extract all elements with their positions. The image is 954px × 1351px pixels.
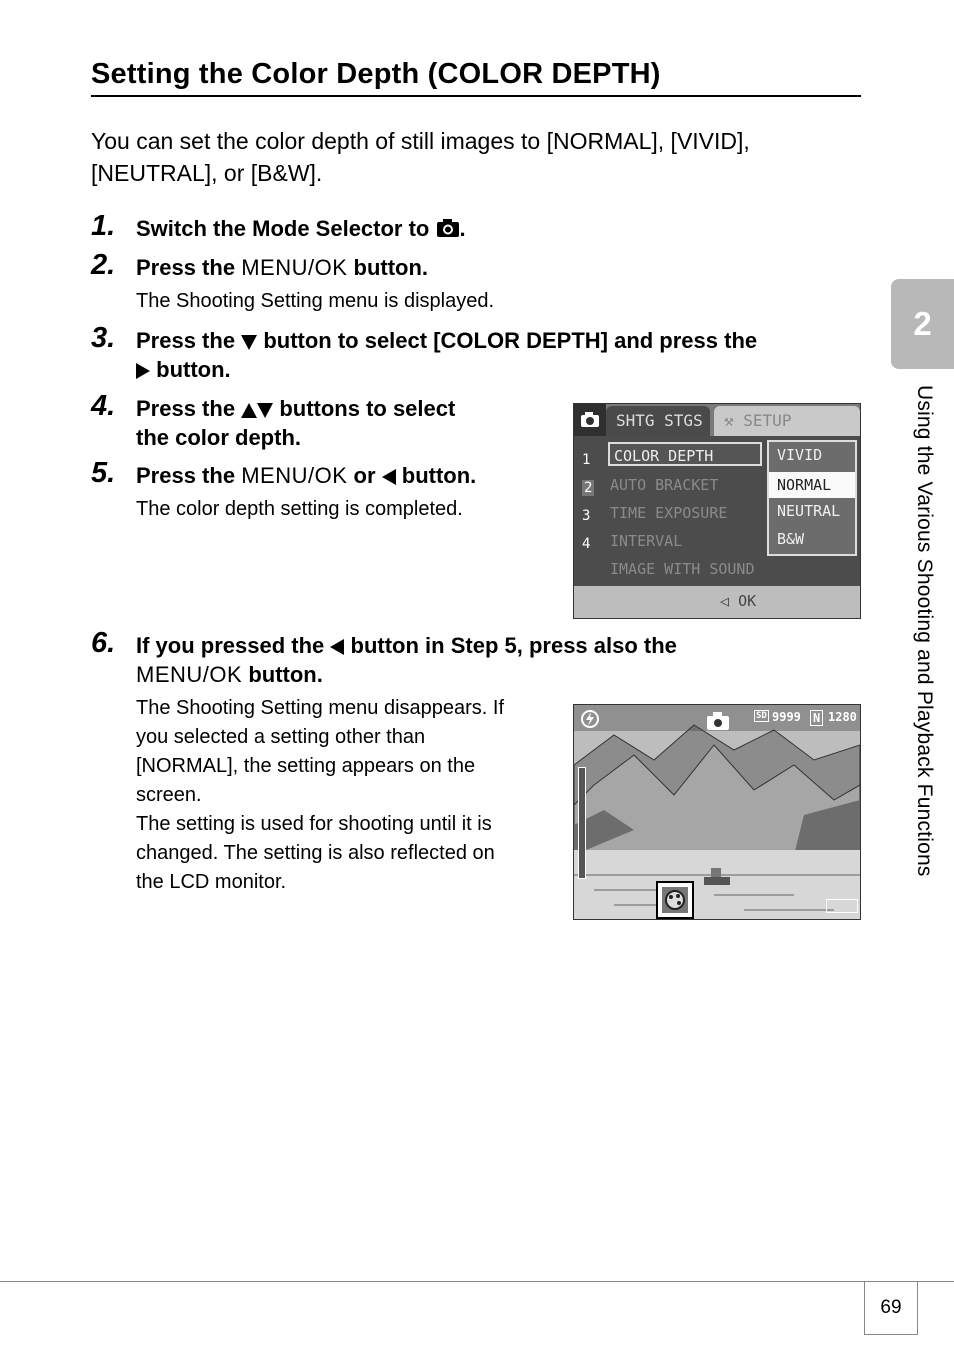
step-4-text [136, 394, 556, 452]
step-number: 3. [91, 322, 116, 354]
camera-tab-icon [574, 404, 606, 436]
step-3-end: button. [156, 357, 231, 382]
menu-ok-button-label: MENU/OK [136, 662, 243, 687]
step-3-text [136, 326, 866, 384]
step-number: 6. [91, 627, 116, 659]
image-size: 1280 [828, 710, 857, 724]
step-3-label: Press the [136, 328, 236, 353]
step-1-label: Switch the Mode Selector to [136, 216, 430, 241]
step-5-label: Press the [136, 463, 236, 488]
step-2-text [136, 253, 428, 282]
left-arrow-icon [330, 639, 344, 655]
step-3-mid: button to select [COLOR DEPTH] and press the [263, 328, 758, 353]
note-line: the LCD monitor. [136, 871, 287, 893]
menu-item-auto-bracket: AUTO BRACKET [610, 476, 719, 494]
step-1-text [136, 214, 466, 245]
step-number: 1. [91, 210, 116, 242]
menu-page-number: 1 [582, 452, 591, 468]
menu-item-color-depth: COLOR DEPTH [608, 442, 762, 466]
step-number: 5. [91, 457, 116, 489]
note-line: The Shooting Setting menu disappears. If [136, 697, 505, 719]
color-depth-indicator-icon [656, 881, 694, 919]
note-line: The setting is used for shooting until it is [136, 813, 492, 835]
left-arrow-icon [382, 469, 396, 485]
left-arrow-icon: ◁ [720, 592, 730, 610]
intro-paragraph: You can set the color depth of still images to [NORMAL], [VIVID], [NEUTRAL], or [B&W]. [91, 128, 750, 186]
menu-page-number: 3 [582, 508, 591, 524]
step-number: 2. [91, 249, 116, 281]
tab-setup-label: SETUP [743, 411, 792, 430]
landscape-illustration [574, 705, 860, 919]
page-number: 69 [864, 1281, 918, 1335]
step-2-label: Press the [136, 255, 236, 280]
step-5-end: button. [401, 463, 477, 488]
menu-item-interval: INTERVAL [610, 532, 683, 550]
zoom-bar [578, 767, 586, 879]
footer-divider [0, 1281, 954, 1282]
tab-setup [714, 406, 860, 436]
note-line: screen. [136, 784, 202, 806]
sd-card-icon: SD [756, 711, 767, 721]
option-bw: B&W [777, 530, 805, 548]
down-arrow-icon [241, 335, 257, 350]
option-normal: NORMAL [769, 472, 855, 498]
step-5-note: The color depth setting is completed. [136, 498, 463, 520]
camera-mode-icon [706, 711, 730, 736]
step-number: 4. [91, 390, 116, 422]
up-arrow-icon [241, 403, 257, 418]
step-4-end: the color depth. [136, 425, 301, 450]
flash-icon [580, 709, 600, 734]
step-6-end: button. [248, 662, 323, 687]
step-6-text [136, 631, 856, 689]
color-depth-options [767, 440, 857, 556]
camera-menu-screenshot [573, 403, 861, 619]
menu-page-number: 4 [582, 536, 591, 552]
tab-shooting-settings: SHTG STGS [606, 406, 710, 436]
note-line: you selected a setting other than [136, 726, 426, 748]
menu-item-time-exposure: TIME EXPOSURE [610, 504, 728, 522]
quality-indicator: N [810, 710, 823, 726]
remaining-shots: 9999 [772, 710, 801, 724]
step-6-note [136, 694, 556, 897]
menu-item-image-with-sound: IMAGE WITH SOUND [610, 560, 755, 578]
page-title: Setting the Color Depth (COLOR DEPTH) [91, 58, 861, 97]
step-2-end: button. [353, 255, 429, 280]
camera-live-view-screenshot [573, 704, 861, 920]
step-5-mid: or [353, 463, 376, 488]
camera-icon [436, 216, 460, 245]
step-2-note: The Shooting Setting menu is displayed. [136, 290, 494, 312]
menu-ok-hint [720, 592, 756, 610]
wrench-icon: ⚒ [724, 411, 734, 430]
step-1-end: . [459, 216, 466, 241]
note-line: changed. The setting is also reflected on [136, 842, 495, 864]
step-5-text [136, 461, 476, 490]
chapter-tab: 2 [891, 279, 954, 369]
step-6-mid: button in Step 5, press also the [350, 633, 677, 658]
option-vivid: VIVID [777, 446, 823, 464]
menu-footer [574, 586, 860, 618]
ok-label: OK [738, 592, 757, 610]
menu-page-number: 2 [584, 480, 593, 496]
option-neutral: NEUTRAL [777, 502, 841, 520]
menu-list [574, 436, 860, 586]
menu-ok-button-label: MENU/OK [241, 255, 348, 280]
battery-icon [826, 899, 858, 913]
down-arrow-icon [257, 403, 273, 418]
step-4-mid: buttons to select [279, 396, 456, 421]
right-arrow-icon [136, 363, 150, 379]
chapter-title: Using the Various Shooting and Playback Functions [913, 385, 936, 877]
step-4-label: Press the [136, 396, 236, 421]
note-line: [NORMAL], the setting appears on the [136, 755, 476, 777]
step-6-label: If you pressed the [136, 633, 325, 658]
menu-ok-button-label: MENU/OK [241, 463, 348, 488]
